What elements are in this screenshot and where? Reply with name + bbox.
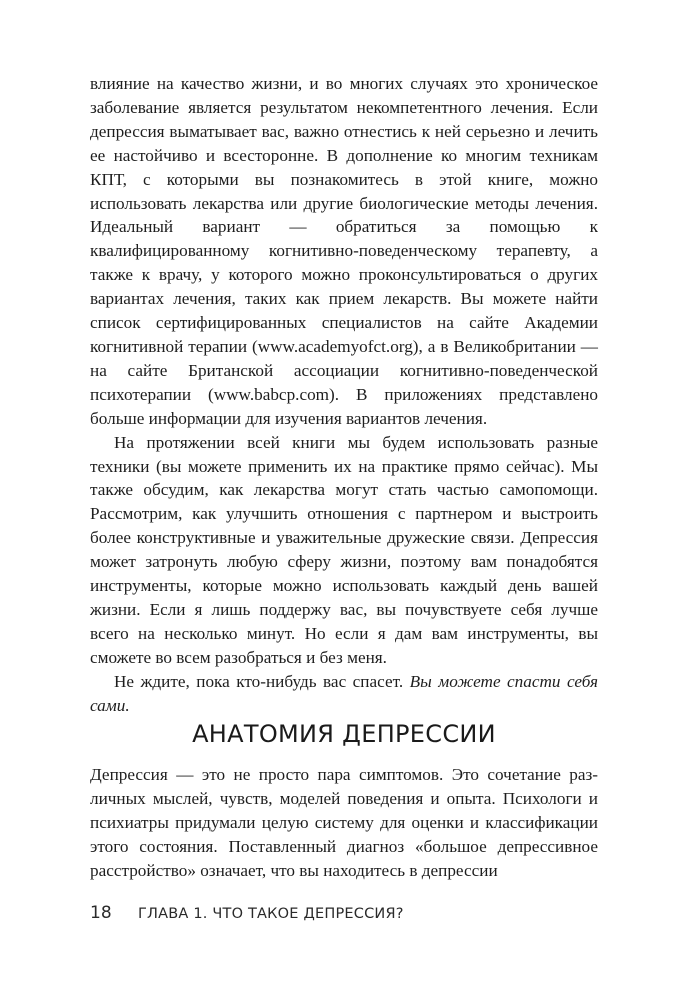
section-heading: АНАТОМИЯ ДЕПРЕССИИ bbox=[192, 720, 496, 748]
paragraph-self-rescue-lead: Не ждите, пока кто-нибудь вас спасет. bbox=[114, 671, 410, 691]
paragraph-anatomy: Депрессия — это не просто пара симптомов. Это сочетание различных мыслей, чувств, моделей поведения и опыта. Психологи и психиатры придумали целую систему для оценки и классификации этого состояния. Поставленный диагноз «большое депрессивное расстройство» означает, что вы находитесь в депрессии bbox=[90, 765, 598, 880]
paragraph-techniques: На протяжении всей книги мы будем использовать разные техники (вы можете применить их на практике прямо сейчас). Мы также обсудим, как лекарства могут стать частью самопомощи. Рассмотрим, как улучшить отношения с партнером и выстроить более конструктивные и уважительные дружеские связи. Депрессия может затронуть любую сферу жизни, поэтому вам понадобятся инструменты, которые можно использовать каждый день вашей жизни. Если я лишь поддержу вас, вы почувствуете себя лучше всего на несколько минут. Но если я дам вам инструменты, вы сможете во всем разобраться и без меня. bbox=[90, 432, 598, 667]
body-text-lower bbox=[90, 763, 598, 883]
page-footer bbox=[90, 903, 404, 923]
paragraph-self-rescue-emphasis: Вы можете спасти себя сами. bbox=[90, 671, 598, 715]
running-head: ГЛАВА 1. ЧТО ТАКОЕ ДЕПРЕССИЯ? bbox=[138, 906, 404, 922]
paragraph-continuation: влияние на качество жизни, и во многих случаях это хроническое заболевание является результатом некомпетентного лечения. Если депрессия выматывает вас, важно отнестись к ней серьезно и лечить ее настойчиво и всесторонне. В дополнение ко многим техникам КПТ, с которыми вы познакомитесь в этой книге, можно использовать лекарства или другие биологические методы лечения. Идеальный вариант — обратиться за помощью к квалифицированному когнитивно-поведенческому терапевту, а также к врачу, у которого можно проконсультироваться о других вариантах лечения, таких как прием лекарств. Вы можете найти список сертифицированных специалистов на сайте Академии когнитивной терапии (www.academyofct.​org), а в Великобритании — на сайте Британской ассоциации когнитивно-поведенческой психотерапии (www.babcp.com). В приложениях представлено больше информации для изучения вариантов лечения. bbox=[90, 74, 598, 428]
body-text-upper bbox=[90, 72, 598, 717]
page-number: 18 bbox=[90, 903, 112, 923]
paragraph-self-rescue bbox=[90, 670, 598, 718]
